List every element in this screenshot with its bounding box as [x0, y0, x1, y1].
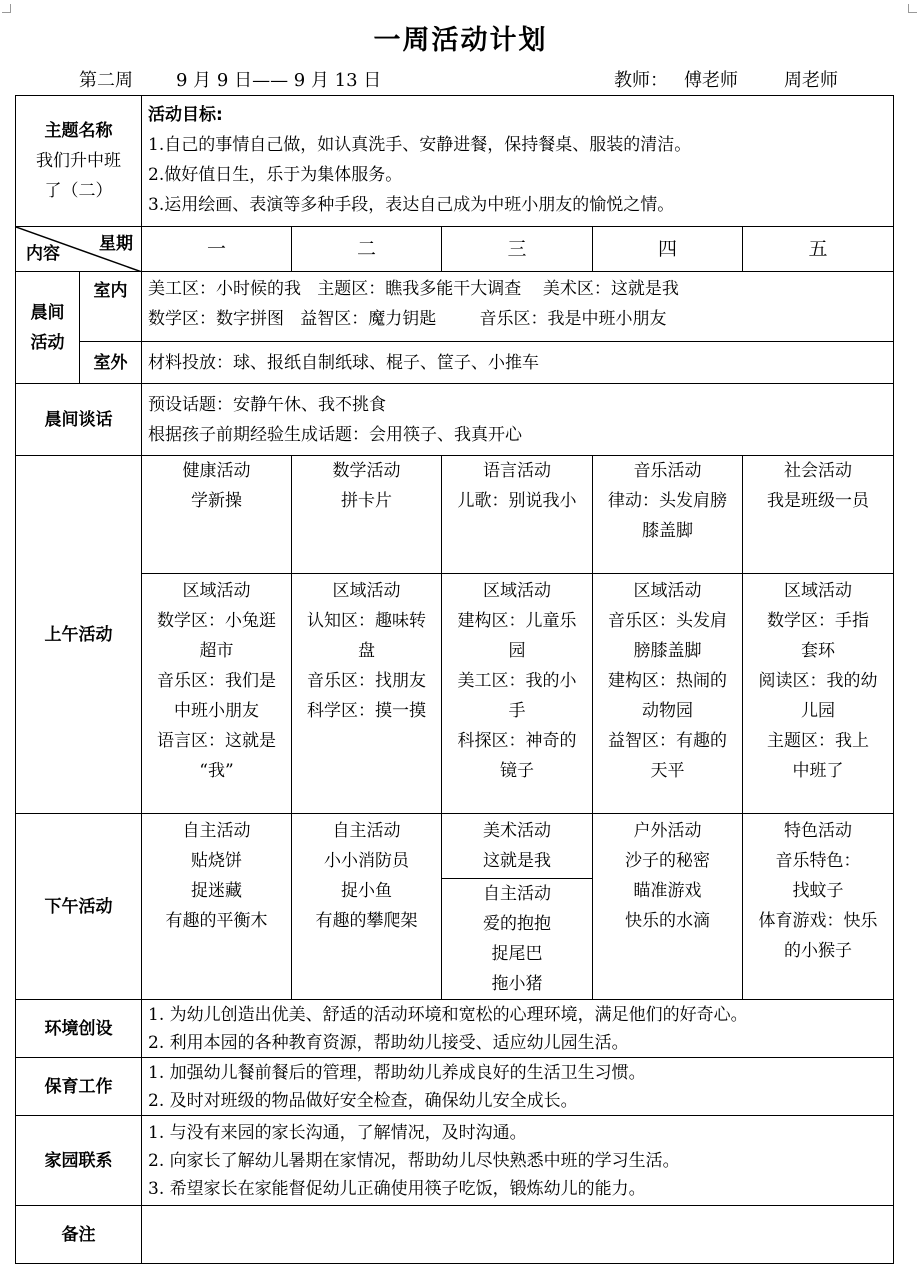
am-mon-1	[142, 456, 292, 574]
am-wed-2-title: 区域活动	[483, 581, 551, 601]
pm-mon-l2: 捉迷藏	[191, 881, 242, 901]
env-row	[16, 1000, 894, 1058]
am-fri-1-title: 社会活动	[784, 461, 853, 481]
am-wed-1-title: 语言活动	[483, 461, 551, 481]
weekly-plan-table	[15, 95, 894, 1264]
notes-content[interactable]	[142, 1206, 894, 1264]
pm-thu-l1: 沙子的秘密	[625, 851, 710, 871]
am-mon-2-l2: 超市	[199, 641, 234, 661]
pm-thu-l2: 瞄准游戏	[633, 881, 702, 901]
am-wed-2-l5: 科探区：神奇的	[457, 731, 577, 751]
pm-wed-extra-title: 自主活动	[483, 884, 551, 904]
talk-content	[142, 384, 894, 456]
home-content	[142, 1116, 894, 1206]
am-mon-1-item: 学新操	[191, 491, 242, 511]
pm-mon-l3: 有趣的平衡木	[165, 911, 268, 931]
am-fri-2-l6: 中班了	[792, 761, 844, 781]
am-wed-2-l3: 美工区：我的小	[457, 671, 577, 691]
pm-wed-extra-l2: 捉尾巴	[491, 944, 543, 964]
morning-label-line2: 活动	[30, 332, 65, 353]
am-label: 上午活动	[16, 456, 142, 814]
page-corner-mark-right	[908, 4, 917, 13]
care-line1: 1. 加强幼儿餐前餐后的管理，帮助幼儿养成良好的生活卫生习惯。	[148, 1062, 646, 1083]
am-mon-2-l4: 中班小朋友	[174, 701, 259, 721]
pm-wed-l1: 这就是我	[483, 851, 551, 871]
pm-wed-extra-l3: 拖小猪	[491, 974, 543, 994]
am-wed-2-l4: 手	[508, 701, 526, 721]
notes-row	[16, 1206, 894, 1264]
am-fri-2-title: 区域活动	[784, 581, 853, 601]
goal-1: 1.自己的事情自己做，如认真洗手、安静进餐，保持餐桌、服装的清洁。	[148, 135, 692, 155]
am-tue-2-l3: 音乐区：找朋友	[307, 671, 426, 691]
teacher-name-1: 傅老师	[684, 70, 738, 91]
am-thu-2-l3: 建构区：热闹的	[608, 671, 727, 691]
pm-tue	[292, 814, 442, 1000]
am-wed-2-l2: 园	[508, 641, 526, 661]
am-mon-2-title: 区域活动	[182, 581, 251, 601]
care-content	[142, 1058, 894, 1116]
theme-name-line1: 我们升中班	[36, 151, 121, 171]
am-part1-row	[16, 456, 894, 574]
indoor-line2: 数学区：数字拼图 益智区：魔力钥匙 音乐区：我是中班小朋友	[148, 309, 667, 329]
pm-fri-l2: 找蚊子	[792, 881, 844, 901]
teacher-name-2: 周老师	[784, 70, 838, 91]
day-header-row	[16, 227, 894, 272]
care-row	[16, 1058, 894, 1116]
page-corner-mark-left	[2, 4, 11, 13]
pm-row	[16, 814, 894, 1000]
pm-wed	[442, 814, 593, 1000]
pm-fri-l4: 的小猴子	[784, 941, 853, 961]
pm-fri-title: 特色活动	[784, 821, 853, 841]
goal-3: 3.运用绘画、表演等多种手段，表达自己成为中班小朋友的愉悦之情。	[148, 195, 675, 215]
am-wed-1	[442, 456, 593, 574]
morning-outdoor-row	[16, 342, 894, 384]
am-mon-1-title: 健康活动	[182, 461, 251, 481]
morning-label	[16, 272, 80, 384]
pm-fri	[743, 814, 894, 1000]
home-line2: 2. 向家长了解幼儿暑期在家情况，帮助幼儿尽快熟悉中班的学习生活。	[148, 1150, 680, 1171]
am-wed-2-l6: 镜子	[500, 761, 534, 781]
notes-label: 备注	[16, 1206, 142, 1264]
am-thu-2-l4: 动物园	[642, 701, 693, 721]
morning-indoor-row	[16, 272, 894, 342]
pm-mon	[142, 814, 292, 1000]
care-label: 保育工作	[16, 1058, 142, 1116]
outdoor-content: 材料投放：球、报纸自制纸球、棍子、筐子、小推车	[142, 342, 894, 384]
am-fri-1-item: 我是班级一员	[767, 491, 870, 511]
week-label: 第二周	[79, 70, 133, 91]
theme-cell	[16, 96, 142, 227]
indoor-line1: 美工区：小时候的我 主题区：瞧我多能干大调查 美术区：这就是我	[148, 279, 679, 299]
pm-wed-split	[442, 878, 592, 999]
teacher-label: 教师：	[614, 70, 668, 91]
indoor-label: 室内	[80, 272, 142, 342]
am-wed-1-item: 儿歌：别说我小	[457, 491, 577, 511]
diagonal-header-cell	[16, 227, 142, 272]
am-thu-1	[593, 456, 743, 574]
week-header-label: 星期	[99, 234, 133, 254]
home-line1: 1. 与没有来园的家长沟通，了解情况，及时沟通。	[148, 1122, 527, 1143]
am-fri-1	[743, 456, 894, 574]
pm-thu	[593, 814, 743, 1000]
am-thu-1-title: 音乐活动	[633, 461, 702, 481]
am-wed-2	[442, 574, 593, 814]
theme-label: 主题名称	[44, 121, 113, 141]
am-fri-2-l2: 套环	[801, 641, 836, 661]
talk-label: 晨间谈话	[16, 384, 142, 456]
am-thu-2-title: 区域活动	[633, 581, 702, 601]
env-line2: 2. 利用本园的各种教育资源，帮助幼儿接受、适应幼儿园生活。	[148, 1032, 629, 1053]
am-wed-2-l1: 建构区：儿童乐	[457, 611, 577, 631]
am-fri-2-l3: 阅读区：我的幼	[758, 671, 878, 691]
am-part2-row	[16, 574, 894, 814]
am-thu-2-l6: 天平	[650, 761, 685, 781]
talk-line1: 预设话题：安静午休、我不挑食	[148, 395, 386, 415]
day-fri: 五	[743, 227, 894, 272]
page-title: 一周活动计划	[373, 25, 548, 56]
am-thu-1-item2: 膝盖脚	[642, 521, 693, 541]
goal-2: 2.做好值日生，乐于为集体服务。	[148, 165, 403, 185]
env-line1: 1. 为幼儿创造出优美、舒适的活动环境和宽松的心理环境，满足他们的好奇心。	[148, 1004, 748, 1025]
am-fri-2-l4: 儿园	[801, 701, 836, 721]
pm-tue-l1: 小小消防员	[324, 851, 409, 871]
day-thu: 四	[593, 227, 743, 272]
am-fri-2-l5: 主题区：我上	[767, 731, 870, 751]
env-content	[142, 1000, 894, 1058]
pm-wed-extra-l1: 爱的抱抱	[483, 914, 551, 934]
pm-label: 下午活动	[16, 814, 142, 1000]
home-row	[16, 1116, 894, 1206]
am-tue-2-title: 区域活动	[332, 581, 401, 601]
am-tue-2-l2: 盘	[358, 641, 375, 661]
indoor-content	[142, 272, 894, 342]
outdoor-label: 室外	[80, 342, 142, 384]
am-mon-2-l3: 音乐区：我们是	[157, 671, 276, 691]
talk-row	[16, 384, 894, 456]
care-line2: 2. 及时对班级的物品做好安全检查，确保幼儿安全成长。	[148, 1090, 578, 1111]
home-line3: 3. 希望家长在家能督促幼儿正确使用筷子吃饭，锻炼幼儿的能力。	[148, 1178, 646, 1199]
theme-row	[16, 96, 894, 227]
pm-mon-title: 自主活动	[182, 821, 251, 841]
pm-tue-l2: 捉小鱼	[341, 881, 392, 901]
home-label: 家园联系	[16, 1116, 142, 1206]
day-mon: 一	[142, 227, 292, 272]
am-tue-1	[292, 456, 442, 574]
day-wed: 三	[442, 227, 593, 272]
am-thu-2-l5: 益智区：有趣的	[608, 731, 727, 751]
pm-tue-title: 自主活动	[332, 821, 401, 841]
pm-tue-l3: 有趣的攀爬架	[315, 911, 418, 931]
am-thu-2	[593, 574, 743, 814]
env-label: 环境创设	[16, 1000, 142, 1058]
goals-label: 活动目标:	[148, 105, 223, 125]
am-tue-1-item: 拼卡片	[341, 491, 392, 511]
morning-label-line1: 晨间	[30, 302, 65, 323]
pm-fri-l1: 音乐特色：	[775, 851, 861, 871]
day-tue: 二	[292, 227, 442, 272]
am-mon-2	[142, 574, 292, 814]
pm-fri-l3: 体育游戏：快乐	[758, 911, 878, 931]
am-thu-2-l2: 膀膝盖脚	[633, 641, 702, 661]
pm-thu-title: 户外活动	[633, 821, 702, 841]
am-tue-1-title: 数学活动	[332, 461, 401, 481]
pm-mon-l1: 贴烧饼	[191, 851, 242, 871]
theme-name-line2: 了（二）	[44, 181, 113, 201]
am-tue-2-l1: 认知区：趣味转	[307, 611, 426, 631]
am-mon-2-l1: 数学区：小兔逛	[157, 611, 276, 631]
am-mon-2-l5: 语言区：这就是	[157, 731, 276, 751]
content-header-label: 内容	[26, 244, 60, 264]
am-thu-2-l1: 音乐区：头发肩	[608, 611, 727, 631]
am-fri-2	[743, 574, 894, 814]
talk-line2: 根据孩子前期经验生成话题：会用筷子、我真开心	[148, 425, 522, 445]
date-range: 9 月 9 日—— 9 月 13 日	[176, 70, 382, 91]
am-mon-2-l6: “我”	[199, 761, 234, 781]
goals-cell	[142, 96, 894, 227]
am-fri-2-l1: 数学区：手指	[767, 611, 870, 631]
pm-wed-title: 美术活动	[483, 821, 551, 841]
am-tue-2-l4: 科学区：摸一摸	[307, 701, 426, 721]
am-thu-1-item: 律动：头发肩膀	[608, 491, 727, 511]
am-tue-2	[292, 574, 442, 814]
pm-thu-l3: 快乐的水滴	[625, 911, 710, 931]
